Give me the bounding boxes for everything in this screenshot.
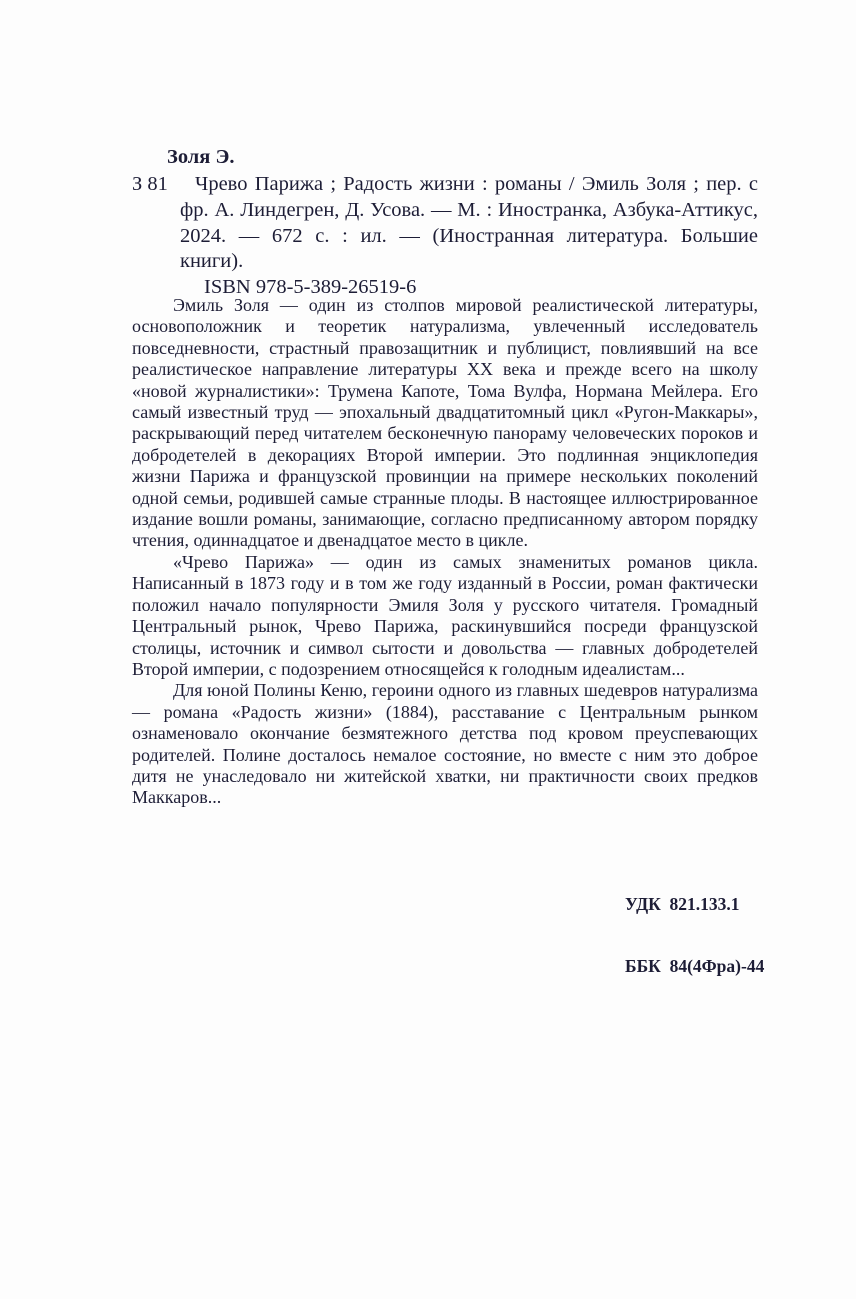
- bbk-code: ББК 84(4Фра)-44: [625, 955, 765, 976]
- author-sign-code: З 81: [132, 173, 168, 195]
- annotation-paragraph-1: Эмиль Золя — один из столпов мировой реалистической литературы, основоположник и теоретик натурализма, увлеченный исследователь повседневности, страстный правозащитник и публицист, повлиявший на все реалистическое направление литературы XX века и прежде всего на школу «новой журналистики»: Трумена Капоте, Тома Вулфа, Нормана Мейлера. Его самый известный труд — эпохальный двадцатитомный цикл «Ругон-Маккары», раскрывающий перед читателем бесконечную панораму человеческих пороков и добродетелей в декорациях Второй империи. Это подлинная энциклопедия жизни Парижа и французской провинции на примере нескольких поколений одной семьи, родившей самые странные плоды. В настоящее иллюстрированное издание вошли романы, занимающие, согласно предписанному автором порядку чтения, одиннадцатое и двенадцатое место в цикле.: [132, 295, 758, 551]
- author-heading: Золя Э.: [167, 146, 235, 168]
- annotation-paragraph-3: Для юной Полины Кеню, героини одного из главных шедевров натурализма — романа «Радость жизни» (1884), расставание с Центральным рынком ознаменовало окончание безмятежного детства под кровом преуспевающих родителей. Полине досталось немалое состояние, но вместе с ним это доброе дитя не унаследовало ни житейской хватки, ни практичности своих предков Маккаров...: [132, 680, 758, 808]
- annotation-paragraph-2: «Чрево Парижа» — один из самых знаменитых романов цикла. Написанный в 1873 году и в том же году изданный в России, роман фактически положил начало популярности Эмиля Золя у русского читателя. Громадный Центральный рынок, Чрево Парижа, раскинувшийся посреди французской столицы, источник и символ сытости и довольства — главных добродетелей Второй империи, с подозрением относящейся к голодным идеалистам...: [132, 551, 758, 679]
- classification-codes-block: [625, 853, 764, 1017]
- isbn-line: ISBN 978-5-389-26519-6: [204, 276, 417, 298]
- annotation-block: [132, 295, 758, 809]
- udc-code: УДК 821.133.1: [625, 894, 740, 914]
- bibliographic-record-block: [132, 172, 758, 275]
- bibliographic-description: Чрево Парижа ; Радость жизни : романы / Эмиль Золя ; пер. с фр. А. Линдегрен, Д. Усова. — М. : Иностранка, Азбука-Аттикус, 2024. — 672 с. : ил. — (Иностранная литература. Большие книги).: [180, 173, 758, 273]
